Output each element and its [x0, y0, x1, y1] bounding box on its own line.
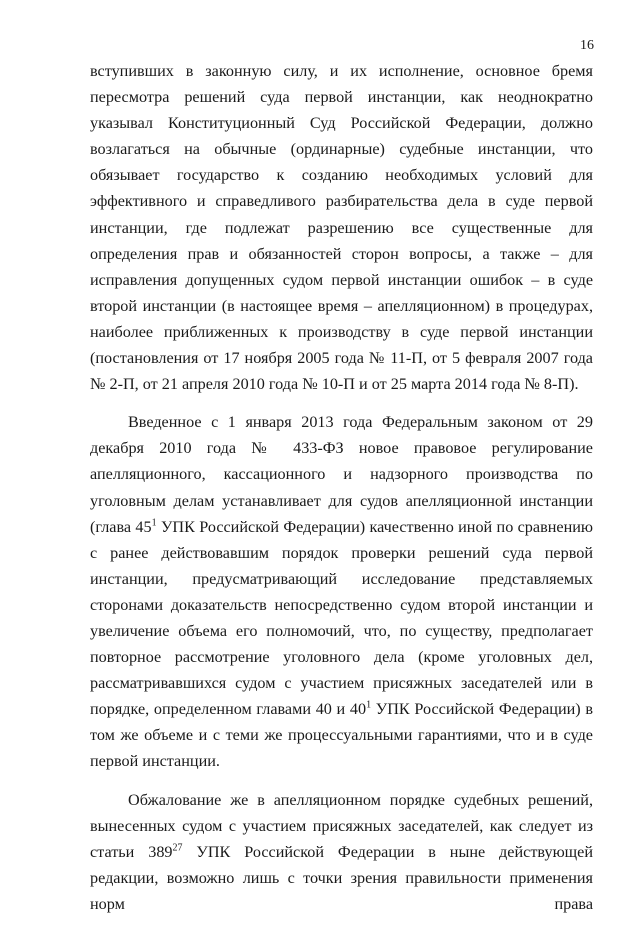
- superscript-389-27: 27: [172, 842, 183, 854]
- paragraph-2-text-3: УПК Российской Федерации) в том же объеме и с теми же процессуальными гарантиями, что и в суде первой инстанции.: [90, 700, 593, 771]
- paragraph-2: [90, 409, 593, 774]
- superscript-40-1: 1: [366, 699, 372, 711]
- paragraph-3-text-1: Обжалование же в апелляционном порядке судебных решений, вынесенных судом с участием присяжных заседателей, как следует из статьи 389: [90, 790, 593, 861]
- paragraph-2-text-1: Введенное с 1 января 2013 года Федеральным законом от 29 декабря 2010 года № 433-ФЗ новое правовое регулирование апелляционного, кассационного и надзорного производства по уголовным делам устанавливает для судов апелляционной инстанции (глава 45: [90, 413, 593, 536]
- paragraph-3: [90, 787, 593, 917]
- page-number: 16: [580, 38, 594, 53]
- paragraph-3-text-2: УПК Российской Федерации в ныне действующей редакции, возможно лишь с точки зрения правильности применения норм права: [90, 842, 593, 913]
- superscript-45-1: 1: [151, 517, 157, 529]
- document-body: [90, 58, 593, 929]
- paragraph-1-text: вступивших в законную силу, и их исполнение, основное бремя пересмотра решений суда первой инстанции, как неоднократно указывал Конституционный Суд Российской Федерации, должно возлагаться на обычные (ординарные) судебные инстанции, что обязывает государство к созданию необходимых условий для эффективного и справедливого разбирательства дела в суде первой инстанции, где подлежат разрешению все существенные для определения прав и обязанностей сторон вопросы, а также – для исправления допущенных судом первой инстанции ошибок – в суде второй инстанции (в настоящее время – апелляционном) в процедурах, наиболее приближенных к производству в суде первой инстанции (постановления от 17 ноября 2005 года № 11-П, от 5 февраля 2007 года № 2-П, от 21 апреля 2010 года № 10-П и от 25 марта 2014 года № 8-П).: [90, 62, 593, 394]
- paragraph-2-text-2: УПК Российской Федерации) качественно иной по сравнению с ранее действовавшим порядок проверки решений суда первой инстанции, предусматривающий исследование представляемых сторонами доказательств непосредственно судом второй инстанции и увеличение объема его полномочий, что, по существу, предполагает повторное рассмотрение уголовного дела (кроме уголовных дел, рассматривавшихся судом с участием присяжных заседателей или в порядке, определенном главами 40 и 40: [90, 517, 593, 719]
- paragraph-1: [90, 58, 593, 397]
